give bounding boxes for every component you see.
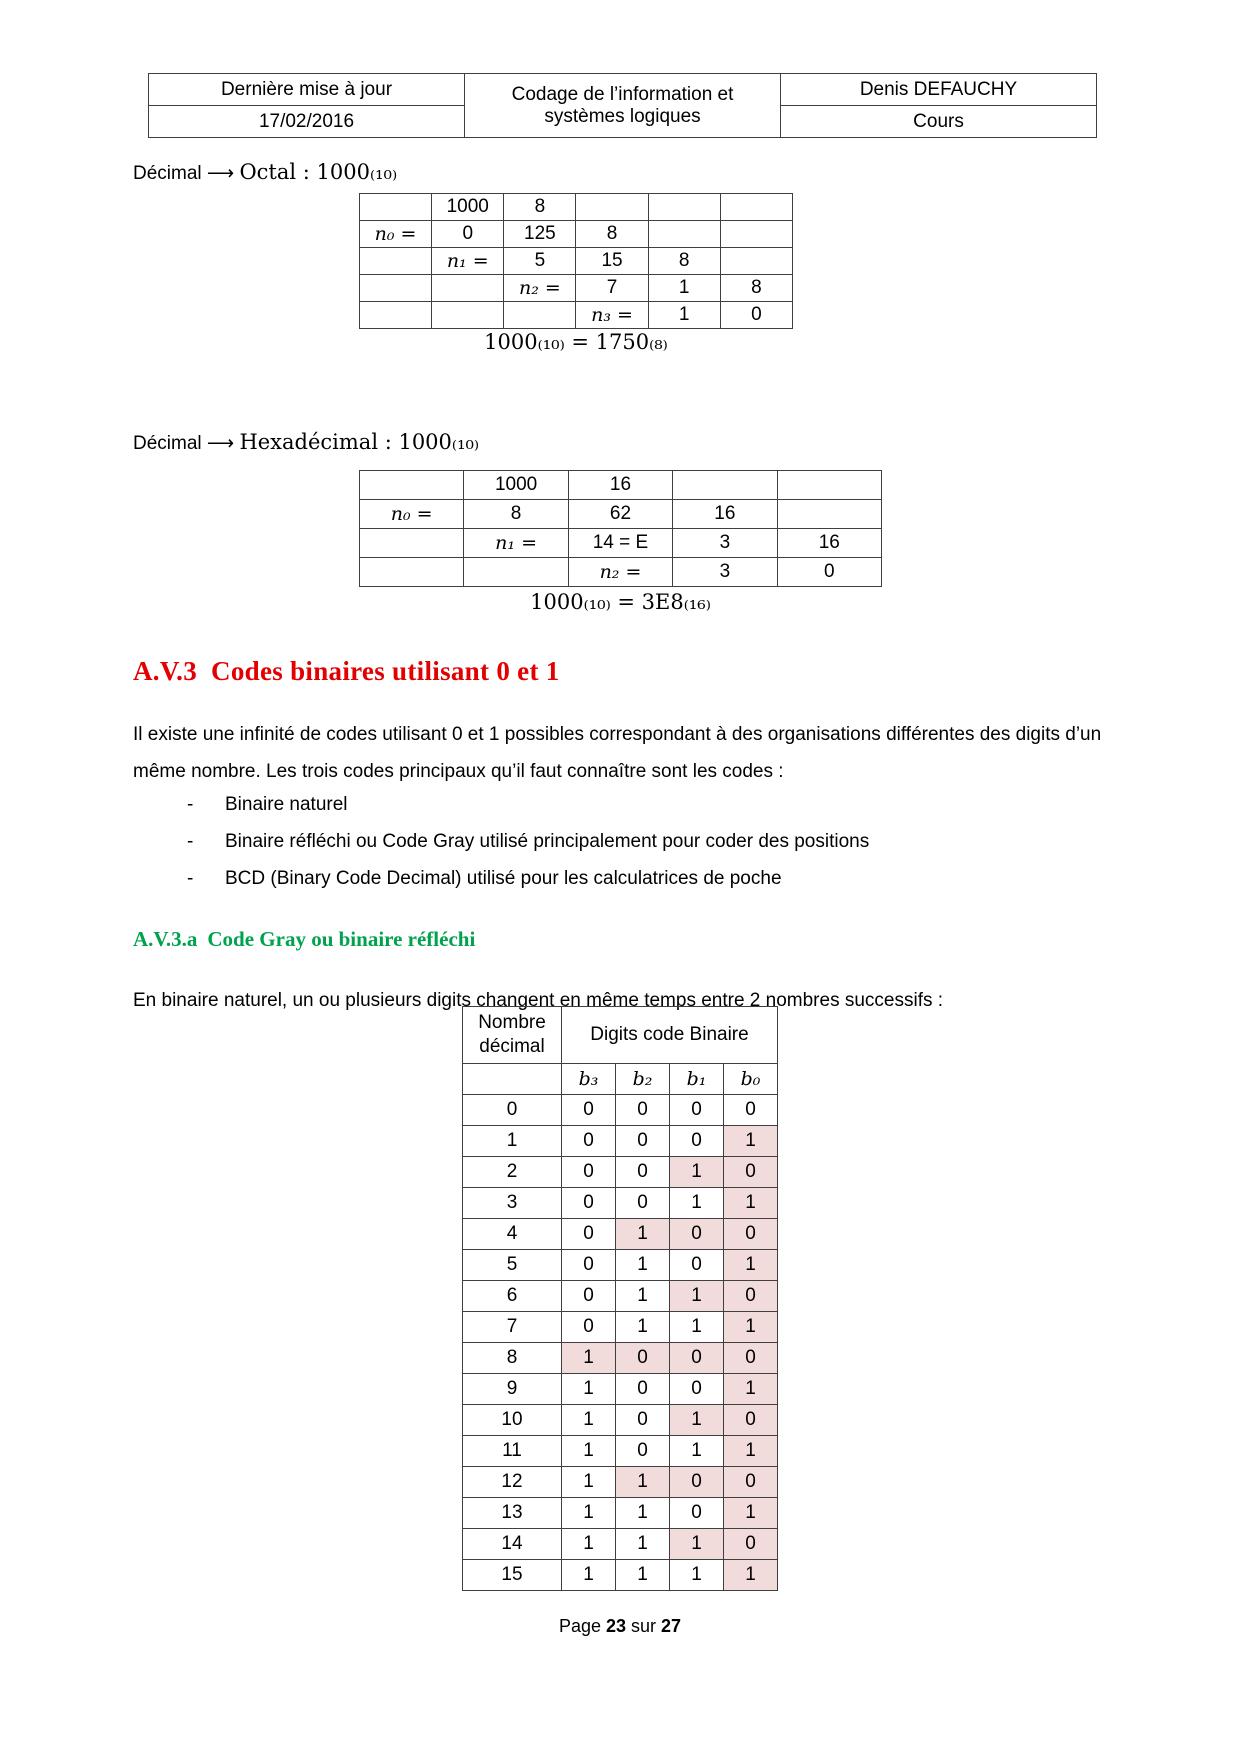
bullet-dash: -	[187, 794, 194, 815]
table-cell: n₀ =	[360, 500, 464, 529]
course-title-line2: systèmes logiques	[544, 105, 701, 127]
bit-cell: 0	[670, 1343, 724, 1374]
decimal-cell: 11	[463, 1436, 562, 1467]
hex-intro-line	[133, 430, 479, 455]
octal-table-body	[360, 194, 793, 329]
octal-result: 1000₍₁₀₎ = 1750₍₈₎	[484, 330, 668, 354]
bit-cell: 1	[670, 1529, 724, 1560]
table-cell: 0	[720, 302, 792, 329]
binary-table-body	[463, 1095, 778, 1591]
table-cell	[777, 500, 881, 529]
bit-cell: 0	[562, 1281, 616, 1312]
table-cell	[360, 529, 464, 558]
binary-table-head	[463, 1007, 778, 1095]
table-cell: 0	[777, 558, 881, 587]
binary-header-row-2	[463, 1064, 778, 1095]
bit-cell: 1	[562, 1467, 616, 1498]
bit-cell: 1	[724, 1498, 778, 1529]
decimal-cell: 10	[463, 1405, 562, 1436]
decimal-column-header	[463, 1007, 562, 1064]
table-cell	[360, 275, 432, 302]
bit-cell: 1	[616, 1250, 670, 1281]
decimal-cell: 14	[463, 1529, 562, 1560]
table-cell	[648, 194, 720, 221]
bit-cell: 0	[724, 1467, 778, 1498]
binary-row	[463, 1281, 778, 1312]
list-item	[187, 860, 1107, 897]
table-row	[360, 500, 882, 529]
binary-row	[463, 1157, 778, 1188]
bit-cell: 1	[562, 1343, 616, 1374]
bit-cell: 1	[670, 1157, 724, 1188]
bit-cell: 0	[562, 1312, 616, 1343]
table-cell: n₁ =	[432, 248, 504, 275]
table-cell: 8	[576, 221, 648, 248]
octal-intro-label: Décimal	[133, 163, 202, 184]
binary-row	[463, 1405, 778, 1436]
bullet-dash: -	[187, 831, 194, 852]
binary-row	[463, 1188, 778, 1219]
bit-header-b2: b₂	[616, 1064, 670, 1095]
bit-cell: 0	[616, 1126, 670, 1157]
section-title: Codes binaires utilisant 0 et 1	[211, 656, 560, 687]
bit-cell: 0	[670, 1095, 724, 1126]
bit-cell: 0	[562, 1250, 616, 1281]
table-cell	[360, 471, 464, 500]
table-cell: 0	[432, 221, 504, 248]
hex-intro-math: Hexadécimal : 1000₍₁₀₎	[239, 430, 480, 454]
table-cell: 16	[673, 500, 777, 529]
table-cell	[720, 194, 792, 221]
header-course-title	[465, 74, 781, 138]
table-cell: 1	[648, 275, 720, 302]
binary-row	[463, 1126, 778, 1157]
bit-cell: 0	[562, 1095, 616, 1126]
table-cell	[464, 558, 568, 587]
table-row	[360, 221, 793, 248]
table-cell: n₁ =	[464, 529, 568, 558]
bit-cell: 0	[562, 1126, 616, 1157]
footer-total-pages: 27	[661, 1616, 682, 1636]
decimal-header-line1: Nombre	[478, 1012, 546, 1033]
table-cell	[720, 221, 792, 248]
decimal-cell: 8	[463, 1343, 562, 1374]
footer-prefix: Page	[558, 1616, 606, 1636]
bit-cell: 1	[562, 1560, 616, 1591]
table-cell: 14 = E	[568, 529, 672, 558]
bit-cell: 1	[562, 1436, 616, 1467]
subsection-title: Code Gray ou binaire réfléchi	[207, 927, 476, 951]
bit-header-b1: b₁	[670, 1064, 724, 1095]
decimal-cell: 6	[463, 1281, 562, 1312]
table-cell	[777, 471, 881, 500]
footer-page-number: 23	[605, 1616, 627, 1636]
bit-cell: 0	[670, 1126, 724, 1157]
table-cell: 3	[673, 558, 777, 587]
binary-row	[463, 1529, 778, 1560]
bit-cell: 1	[562, 1498, 616, 1529]
bit-cell: 1	[562, 1374, 616, 1405]
table-cell: 15	[576, 248, 648, 275]
table-cell	[432, 302, 504, 329]
decimal-cell: 13	[463, 1498, 562, 1529]
bit-cell: 1	[670, 1436, 724, 1467]
bit-cell: 1	[670, 1312, 724, 1343]
binary-row	[463, 1250, 778, 1281]
decimal-cell: 2	[463, 1157, 562, 1188]
right-arrow-glyph: ⟶	[206, 163, 235, 184]
bit-cell: 1	[616, 1219, 670, 1250]
binary-row	[463, 1498, 778, 1529]
table-cell: 125	[504, 221, 576, 248]
table-cell: n₂ =	[568, 558, 672, 587]
bit-cell: 0	[562, 1219, 616, 1250]
decimal-header-line2: décimal	[479, 1036, 545, 1057]
binary-row	[463, 1374, 778, 1405]
table-cell	[360, 194, 432, 221]
binary-row	[463, 1560, 778, 1591]
table-cell: n₀ =	[360, 221, 432, 248]
bit-cell: 0	[562, 1157, 616, 1188]
binary-row	[463, 1312, 778, 1343]
bullet-list	[187, 786, 1107, 897]
digits-column-header: Digits code Binaire	[562, 1007, 778, 1064]
table-cell: n₂ =	[504, 275, 576, 302]
bit-cell: 1	[724, 1188, 778, 1219]
decimal-cell: 9	[463, 1374, 562, 1405]
table-cell: 1000	[432, 194, 504, 221]
bullet-text: Binaire naturel	[225, 794, 348, 815]
table-cell: 3	[673, 529, 777, 558]
decimal-cell: 7	[463, 1312, 562, 1343]
bit-cell: 1	[616, 1560, 670, 1591]
octal-intro-math: Octal : 1000₍₁₀₎	[239, 160, 398, 184]
header-row-1	[149, 74, 1097, 106]
bit-cell: 1	[562, 1529, 616, 1560]
bit-cell: 1	[670, 1188, 724, 1219]
binary-code-table	[462, 1006, 778, 1591]
table-cell: 1	[648, 302, 720, 329]
bit-cell: 1	[724, 1126, 778, 1157]
empty-header-cell	[463, 1064, 562, 1095]
bit-cell: 1	[724, 1374, 778, 1405]
bit-header-b0: b₀	[724, 1064, 778, 1095]
bit-cell: 0	[724, 1095, 778, 1126]
bit-cell: 1	[616, 1281, 670, 1312]
bit-cell: 1	[724, 1436, 778, 1467]
table-cell	[673, 471, 777, 500]
bullet-text: BCD (Binary Code Decimal) utilisé pour les calculatrices de poche	[225, 868, 782, 889]
table-cell: 8	[504, 194, 576, 221]
octal-intro-line	[133, 160, 397, 185]
bit-cell: 1	[670, 1281, 724, 1312]
bit-cell: 0	[670, 1467, 724, 1498]
table-cell: 1000	[464, 471, 568, 500]
table-cell: 16	[777, 529, 881, 558]
binary-row	[463, 1436, 778, 1467]
table-cell: 62	[568, 500, 672, 529]
bit-cell: 0	[724, 1157, 778, 1188]
table-cell	[504, 302, 576, 329]
table-row	[360, 558, 882, 587]
hex-intro-label: Décimal	[133, 433, 202, 454]
bit-header-b3: b₃	[562, 1064, 616, 1095]
binary-row	[463, 1219, 778, 1250]
bit-cell: 0	[616, 1188, 670, 1219]
header-updated-label: Dernière mise à jour	[149, 74, 465, 106]
bit-cell: 0	[670, 1250, 724, 1281]
bit-cell: 1	[724, 1250, 778, 1281]
table-cell: 16	[568, 471, 672, 500]
right-arrow-glyph: ⟶	[206, 433, 235, 454]
table-cell: 8	[720, 275, 792, 302]
bit-cell: 1	[724, 1560, 778, 1591]
list-item	[187, 823, 1107, 860]
hex-division-table	[359, 470, 882, 587]
table-row	[360, 248, 793, 275]
table-row	[360, 529, 882, 558]
bit-cell: 1	[670, 1560, 724, 1591]
bit-cell: 1	[616, 1498, 670, 1529]
bit-cell: 1	[562, 1405, 616, 1436]
bit-cell: 0	[616, 1374, 670, 1405]
bit-cell: 0	[616, 1405, 670, 1436]
subsection-heading	[133, 927, 475, 952]
header-update-date: 17/02/2016	[149, 106, 465, 138]
bit-cell: 0	[724, 1405, 778, 1436]
table-row	[360, 275, 793, 302]
table-row	[360, 194, 793, 221]
table-cell: n₃ =	[576, 302, 648, 329]
table-cell: 7	[576, 275, 648, 302]
hex-table-body	[360, 471, 882, 587]
footer-middle: sur	[626, 1616, 662, 1636]
list-item	[187, 786, 1107, 823]
bit-cell: 0	[616, 1436, 670, 1467]
bullet-text: Binaire réfléchi ou Code Gray utilisé principalement pour coder des positions	[225, 831, 870, 852]
document-header-table	[148, 73, 1097, 138]
table-cell	[648, 221, 720, 248]
bit-cell: 1	[616, 1312, 670, 1343]
decimal-cell: 0	[463, 1095, 562, 1126]
bit-cell: 1	[670, 1405, 724, 1436]
bit-cell: 0	[724, 1529, 778, 1560]
decimal-cell: 1	[463, 1126, 562, 1157]
table-cell	[576, 194, 648, 221]
table-cell	[432, 275, 504, 302]
table-cell: 5	[504, 248, 576, 275]
header-author: Denis DEFAUCHY	[781, 74, 1097, 106]
paragraph-intro-codes: Il existe une infinité de codes utilisant 0 et 1 possibles correspondant à des organisations différentes des digits d’un même nombre. Les trois codes principaux qu’il faut connaître sont les codes :	[133, 724, 1102, 782]
binary-row	[463, 1343, 778, 1374]
subsection-number: A.V.3.a	[133, 927, 198, 951]
table-cell	[360, 302, 432, 329]
binary-header-row-1	[463, 1007, 778, 1064]
bit-cell: 1	[616, 1467, 670, 1498]
binary-row	[463, 1095, 778, 1126]
table-cell: 8	[648, 248, 720, 275]
bit-cell: 0	[616, 1343, 670, 1374]
bit-cell: 0	[670, 1374, 724, 1405]
table-cell	[360, 248, 432, 275]
bit-cell: 1	[616, 1529, 670, 1560]
decimal-cell: 12	[463, 1467, 562, 1498]
section-number: A.V.3	[133, 656, 198, 687]
bit-cell: 1	[724, 1312, 778, 1343]
bit-cell: 0	[562, 1188, 616, 1219]
bit-cell: 0	[670, 1498, 724, 1529]
octal-division-table	[359, 193, 793, 329]
decimal-cell: 3	[463, 1188, 562, 1219]
bit-cell: 0	[616, 1157, 670, 1188]
bit-cell: 0	[724, 1343, 778, 1374]
header-doc-type: Cours	[781, 106, 1097, 138]
course-title-line1: Codage de l’information et	[511, 83, 734, 105]
paragraph-binary-natural: En binaire naturel, un ou plusieurs digits changent en même temps entre 2 nombres successifs :	[133, 990, 944, 1011]
table-cell: 8	[464, 500, 568, 529]
table-cell	[720, 248, 792, 275]
hex-result: 1000₍₁₀₎ = 3E8₍₁₆₎	[530, 590, 711, 614]
decimal-cell: 4	[463, 1219, 562, 1250]
table-row	[360, 471, 882, 500]
bit-cell: 0	[616, 1095, 670, 1126]
binary-row	[463, 1467, 778, 1498]
table-row	[360, 302, 793, 329]
bullet-dash: -	[187, 868, 194, 889]
bit-cell: 0	[724, 1281, 778, 1312]
bit-cell: 0	[670, 1219, 724, 1250]
decimal-cell: 5	[463, 1250, 562, 1281]
section-heading	[133, 656, 560, 687]
page-footer	[0, 1616, 1240, 1637]
decimal-cell: 15	[463, 1560, 562, 1591]
bit-cell: 0	[724, 1219, 778, 1250]
table-cell	[360, 558, 464, 587]
